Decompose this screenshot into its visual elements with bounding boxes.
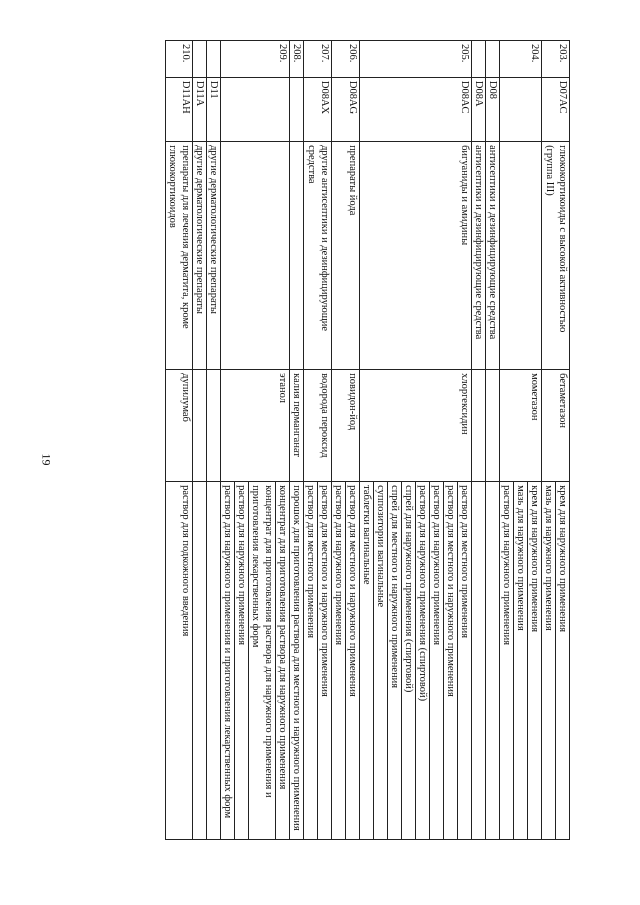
table-row (290, 41, 304, 840)
dosage-form-item: крем для наружного применения (527, 482, 541, 839)
table-row (193, 41, 207, 840)
dosage-form-item: раствор для местного и наружного применения (443, 482, 457, 839)
dosage-form-item: концентрат для приготовления раствора для наружного применения (275, 482, 289, 839)
pharmacological-group: бигуаниды и амидины (360, 142, 472, 370)
row-number: 208. (290, 41, 304, 78)
dosage-forms (166, 482, 193, 840)
drug-name: бетаметазон (542, 370, 570, 482)
atc-code: D11AH (166, 77, 193, 141)
dosage-forms (360, 482, 472, 840)
atc-code: D08AG (332, 77, 360, 141)
dosage-form-item: раствор для наружного применения (501, 485, 512, 646)
dosage-form-item: спрей для местного и наружного применения (387, 482, 401, 839)
dosage-forms (542, 482, 570, 840)
dosage-forms (290, 482, 304, 840)
dosage-form-item: раствор для наружного применения и приготовления лекарственных форм (222, 485, 233, 819)
atc-code: D11A (193, 77, 207, 141)
drug-name: этанол (221, 370, 290, 482)
pharmacological-group (221, 142, 290, 370)
dosage-form-item: концентрат для приготовления раствора для наружного применения и приготовления лекарственных форм (248, 482, 275, 839)
dosage-forms (486, 482, 500, 840)
pharmacological-group: препараты йода (332, 142, 360, 370)
rotated-table-wrapper (95, 40, 570, 840)
pharmacological-group: препараты для лечения дерматита, кроме глюкокортикоидов (166, 142, 193, 370)
medication-table (165, 40, 570, 840)
pharmacological-group: антисептики и дезинфицирующие средства (486, 142, 500, 370)
drug-name (486, 370, 500, 482)
pharmacological-group (500, 142, 542, 370)
drug-name: мометазон (500, 370, 542, 482)
row-number (207, 41, 221, 78)
dosage-form-item: суппозитории вагинальные (373, 482, 387, 839)
atc-code: D08AC (360, 77, 472, 141)
dosage-form-item: раствор для наружного применения (333, 485, 344, 646)
dosage-form-item: раствор для местного применения (305, 485, 316, 639)
dosage-form-item: крем для наружного применения (555, 482, 569, 839)
table-row (486, 41, 500, 840)
dosage-forms (500, 482, 542, 840)
dosage-form-item: мазь для наружного применения (513, 482, 527, 839)
pharmacological-group: антисептики и дезинфицирующие средства (472, 142, 486, 370)
drug-name: дупилумаб (166, 370, 193, 482)
table-row (360, 41, 472, 840)
atc-code (500, 77, 542, 141)
pharmacological-group: другие антисептики и дезинфицирующие средства (304, 142, 332, 370)
atc-code (290, 77, 304, 141)
dosage-form-item: раствор для наружного применения (429, 482, 443, 839)
atc-code: D08AX (304, 77, 332, 141)
row-number: 206. (332, 41, 360, 78)
pharmacological-group: глюкокортикоиды с высокой активностью (группа III) (542, 142, 570, 370)
drug-name: хлоргексидин (360, 370, 472, 482)
dosage-forms (193, 482, 207, 840)
table-row (332, 41, 360, 840)
row-number (193, 41, 207, 78)
dosage-form-item: раствор для местного и наружного применения (317, 482, 331, 839)
table-row (207, 41, 221, 840)
pharmacological-group (290, 142, 304, 370)
drug-name: повидон-йод (332, 370, 360, 482)
dosage-forms (472, 482, 486, 840)
atc-code: D08A (472, 77, 486, 141)
dosage-form-item: порошок для приготовления раствора для местного и наружного применения (291, 485, 302, 831)
dosage-form-item: раствор для подкожного введения (180, 485, 191, 637)
table-row (500, 41, 542, 840)
dosage-forms (221, 482, 290, 840)
dosage-forms (304, 482, 332, 840)
row-number: 210. (166, 41, 193, 78)
drug-name (472, 370, 486, 482)
dosage-form-item: таблетки вагинальные (361, 485, 372, 585)
drug-name (207, 370, 221, 482)
dosage-form-item: раствор для наружного применения (234, 482, 248, 839)
atc-code: D08 (486, 77, 500, 141)
dosage-form-item: мазь для наружного применения (543, 485, 554, 631)
page-number: 19 (39, 453, 54, 466)
atc-code: D11 (207, 77, 221, 141)
dosage-form-item: раствор для местного применения (457, 482, 471, 839)
atc-code: D07AC (542, 77, 570, 141)
pharmacological-group: другие дерматологические препараты (207, 142, 221, 370)
dosage-forms (332, 482, 360, 840)
dosage-form-item: раствор для наружного применения (спиртовой) (415, 482, 429, 839)
atc-code (221, 77, 290, 141)
dosage-form-item: раствор для местного и наружного применения (345, 482, 359, 839)
row-number: 205. (360, 41, 472, 78)
drug-name: водорода пероксид (304, 370, 332, 482)
table-row (221, 41, 290, 840)
table-row (166, 41, 193, 840)
drug-name: калия перманганат (290, 370, 304, 482)
table-row (304, 41, 332, 840)
row-number: 203. (542, 41, 570, 78)
row-number: 207. (304, 41, 332, 78)
table-row (472, 41, 486, 840)
row-number (486, 41, 500, 78)
dosage-form-item: спрей для наружного применения (спиртовой) (401, 482, 415, 839)
drug-name (193, 370, 207, 482)
dosage-forms (207, 482, 221, 840)
row-number: 209. (221, 41, 290, 78)
row-number: 204. (500, 41, 542, 78)
table-row (542, 41, 570, 840)
pharmacological-group: другие дерматологические препараты (193, 142, 207, 370)
row-number (472, 41, 486, 78)
